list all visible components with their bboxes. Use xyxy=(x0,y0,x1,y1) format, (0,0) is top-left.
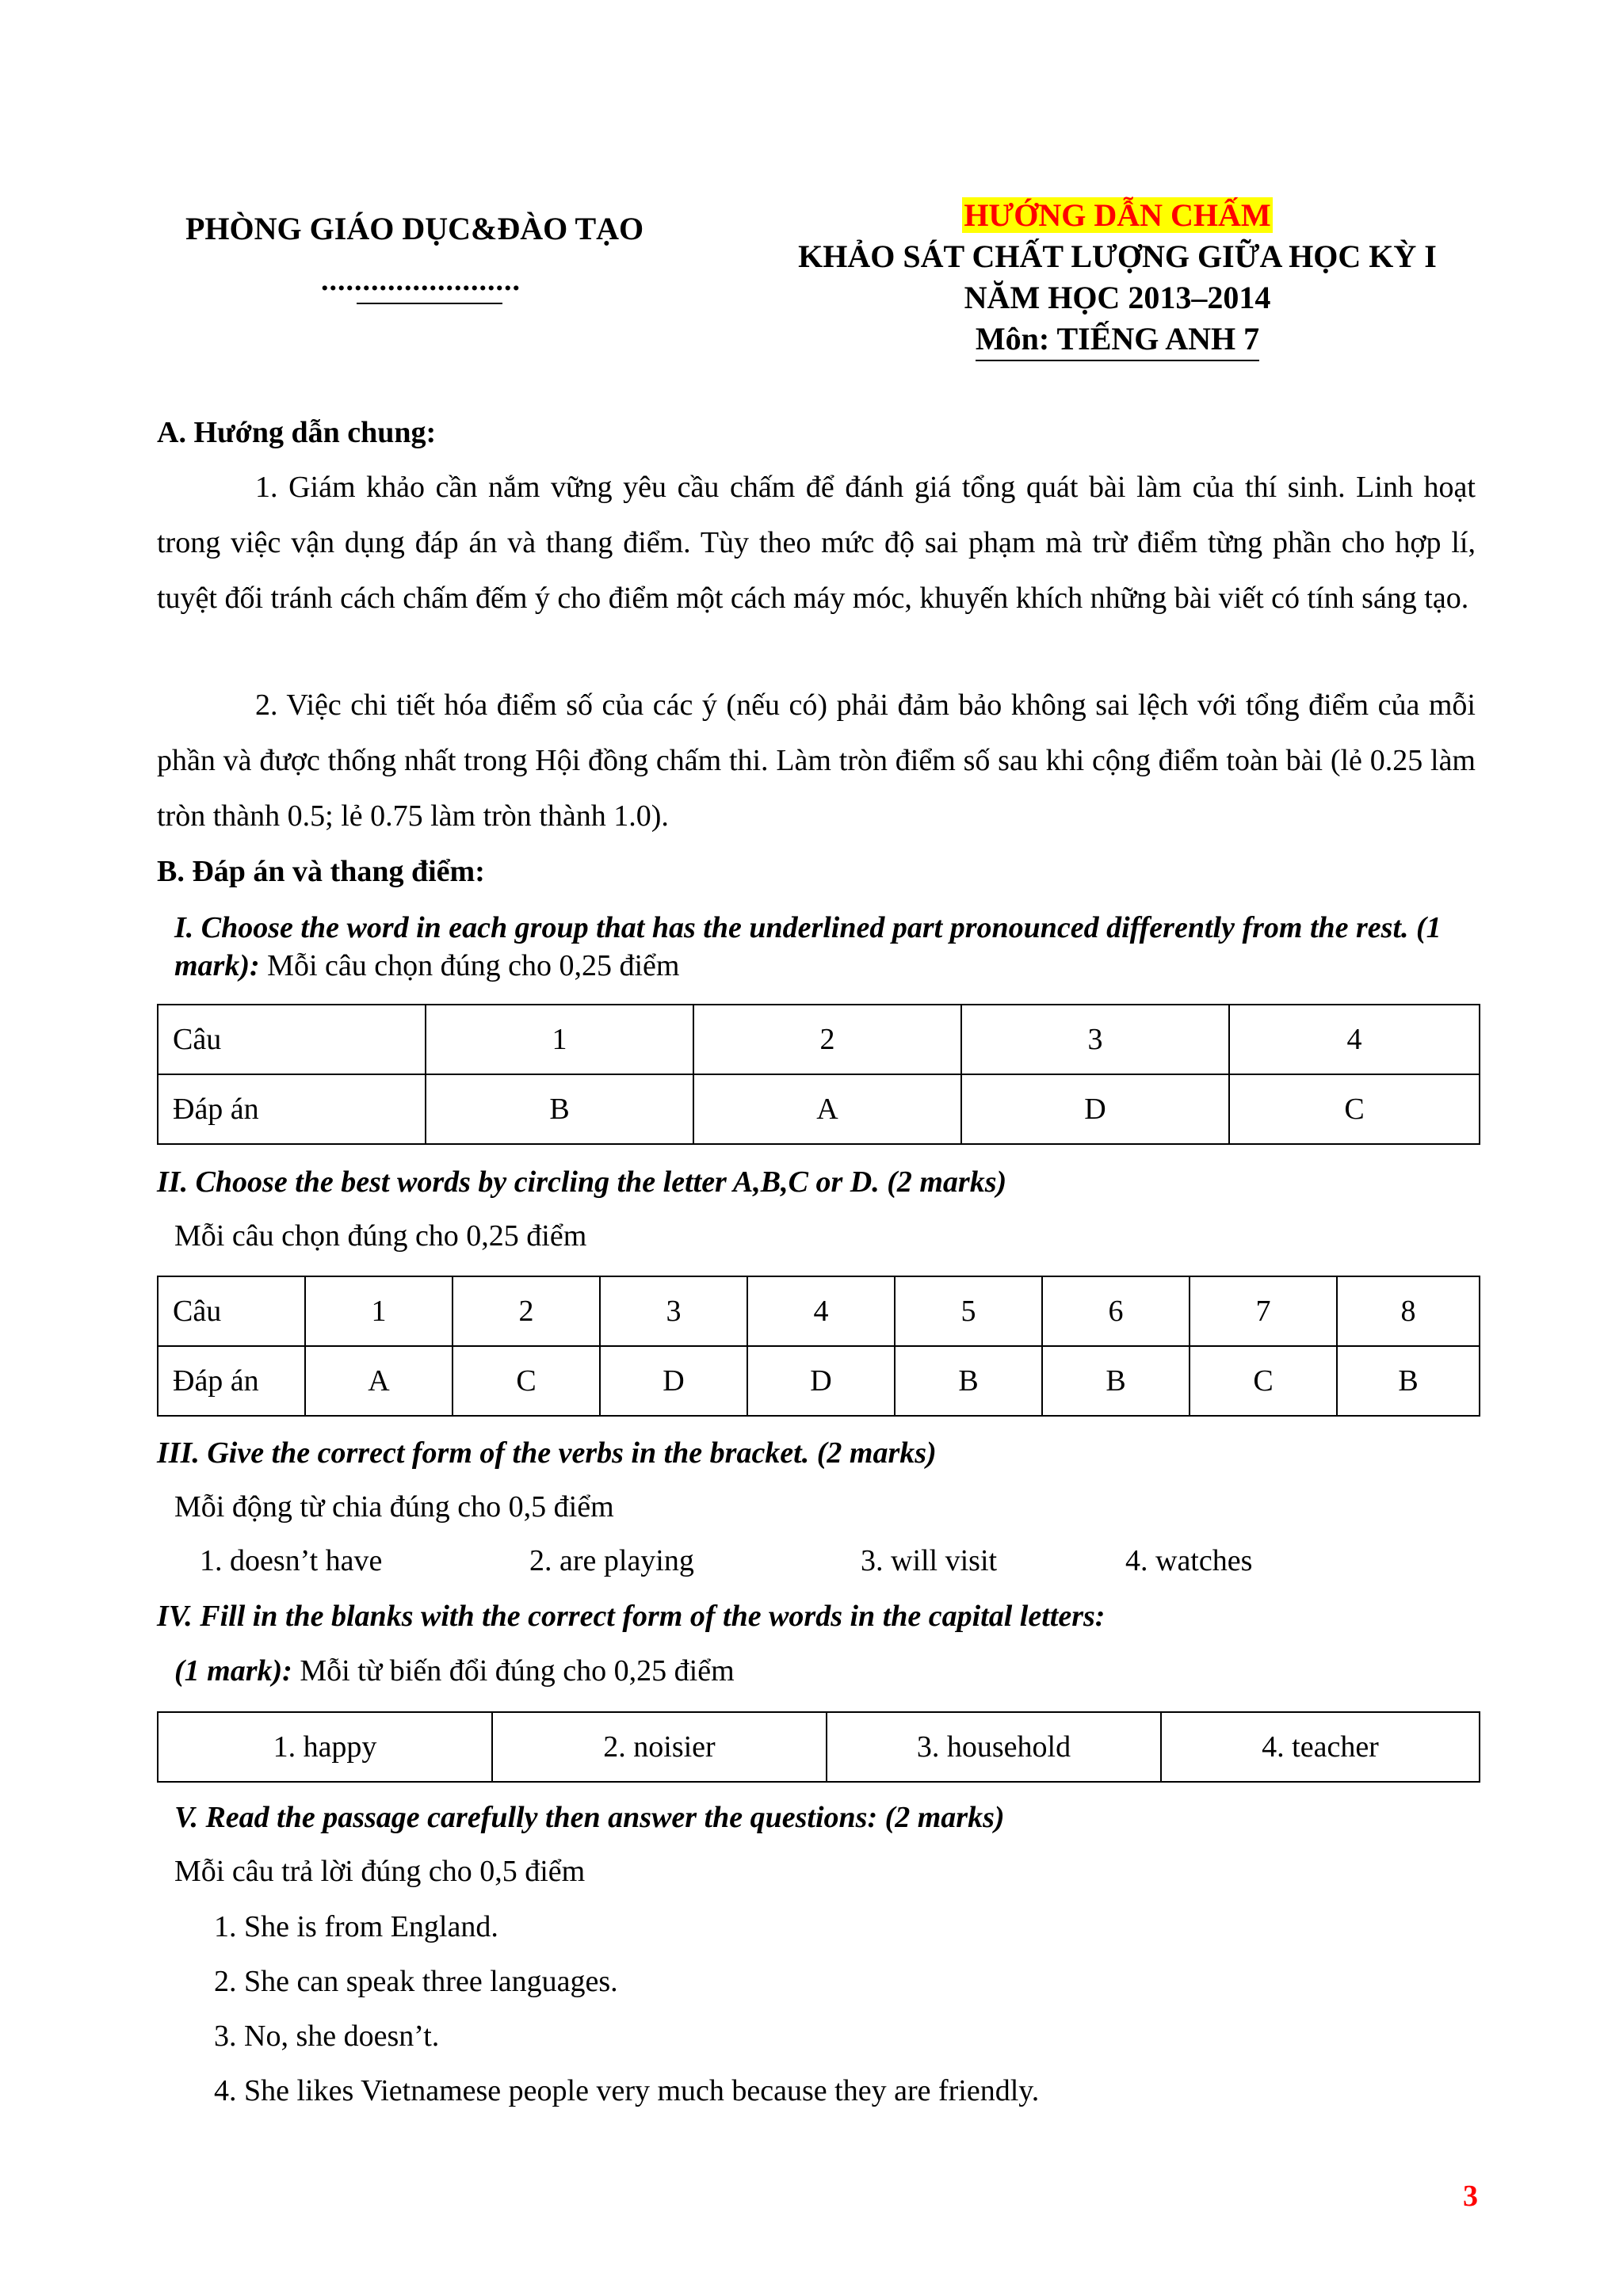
question-number: 6 xyxy=(1042,1276,1190,1346)
row-label-answer: Đáp án xyxy=(158,1074,426,1144)
question-2-title: II. Choose the best words by circling the letter A,B,C or D. (2 marks) xyxy=(157,1165,1007,1199)
answer-cell: A xyxy=(305,1346,453,1416)
question-2-table xyxy=(157,1276,1480,1417)
section-a-title: A. Hướng dẫn chung: xyxy=(157,416,437,449)
question-number: 3 xyxy=(600,1276,747,1346)
row-label-question: Câu xyxy=(158,1276,305,1346)
section-b-title: B. Đáp án và thang điểm: xyxy=(157,855,485,888)
answer-cell: 4. teacher xyxy=(1161,1712,1480,1782)
school-year: NĂM HỌC 2013–2014 xyxy=(964,280,1271,315)
question-number: 8 xyxy=(1337,1276,1480,1346)
question-3-answer: 2. are playing xyxy=(529,1544,694,1577)
question-5-answer: 3. No, she doesn’t. xyxy=(214,2019,440,2053)
question-number: 3 xyxy=(961,1005,1229,1074)
question-5-answer: 1. She is from England. xyxy=(214,1910,498,1943)
table-row xyxy=(158,1276,1480,1346)
question-4-heading xyxy=(174,1653,735,1688)
question-number: 2 xyxy=(693,1005,961,1074)
question-1-heading xyxy=(174,909,1482,985)
answer-cell: C xyxy=(1190,1346,1337,1416)
answer-cell: B xyxy=(1337,1346,1480,1416)
table-row xyxy=(158,1074,1480,1144)
question-5-answer: 4. She likes Vietnamese people very much because they are friendly. xyxy=(214,2074,1040,2107)
page-number: 3 xyxy=(1463,2180,1478,2213)
answer-cell: B xyxy=(1042,1346,1190,1416)
table-row xyxy=(158,1005,1480,1074)
question-5-title: V. Read the passage carefully then answer the questions: (2 marks) xyxy=(174,1801,1005,1834)
answer-cell: D xyxy=(600,1346,747,1416)
answer-cell: D xyxy=(961,1074,1229,1144)
question-number: 4 xyxy=(1229,1005,1480,1074)
question-1-table xyxy=(157,1004,1480,1145)
question-5-answer: 2. She can speak three languages. xyxy=(214,1965,618,1998)
survey-title: KHẢO SÁT CHẤT LƯỢNG GIỮA HỌC KỲ I xyxy=(798,238,1437,274)
question-1-title: I. Choose the word in each group that has the underlined part pronounced differently from the rest. (1 mark): xyxy=(174,911,1442,982)
question-4-mark: (1 mark): xyxy=(174,1654,292,1688)
section-a-paragraph-2: 2. Việc chi tiết hóa điểm số của các ý (nếu có) phải đảm bảo không sai lệch với tổng điểm của mỗi phần và được thống nhất trong Hội đồng chấm thi. Làm tròn điểm số sau khi cộng điểm toàn bài (lẻ 0.25 làm tròn thành 0.5; lẻ 0.75 làm tròn thành 1.0). xyxy=(157,688,1476,833)
question-number: 1 xyxy=(305,1276,453,1346)
answer-cell: A xyxy=(693,1074,961,1144)
document-header xyxy=(761,195,1474,360)
question-number: 4 xyxy=(747,1276,895,1346)
question-4-note: Mỗi từ biến đổi đúng cho 0,25 điểm xyxy=(292,1654,735,1688)
answer-cell: B xyxy=(426,1074,693,1144)
question-number: 5 xyxy=(895,1276,1042,1346)
section-a-paragraph-1: 1. Giám khảo cần nắm vững yêu cầu chấm để đánh giá tổng quát bài làm của thí sinh. Linh hoạt trong việc vận dụng đáp án và thang điểm. Tùy theo mức độ sai phạm mà trừ điểm từng phần cho hợp lí, tuyệt đối tránh cách chấm đếm ý cho điểm một cách máy móc, khuyến khích những bài viết có tính sáng tạo. xyxy=(157,471,1476,615)
department-underline xyxy=(357,303,502,304)
question-number: 2 xyxy=(453,1276,600,1346)
question-1-note: Mỗi câu chọn đúng cho 0,25 điểm xyxy=(259,949,680,982)
answer-cell: B xyxy=(895,1346,1042,1416)
question-3-note: Mỗi động từ chia đúng cho 0,5 điểm xyxy=(174,1490,614,1524)
department-title: PHÒNG GIÁO DỤC&ĐÀO TẠO xyxy=(185,211,644,246)
row-label-question: Câu xyxy=(158,1005,426,1074)
question-4-title: IV. Fill in the blanks with the correct form of the words in the capital letters: xyxy=(157,1600,1106,1633)
answer-cell: 1. happy xyxy=(158,1712,492,1782)
answer-cell: D xyxy=(747,1346,895,1416)
answer-cell: C xyxy=(453,1346,600,1416)
question-number: 1 xyxy=(426,1005,693,1074)
answer-cell: 2. noisier xyxy=(492,1712,827,1782)
answer-cell: C xyxy=(1229,1074,1480,1144)
subject: Môn: TIẾNG ANH 7 xyxy=(976,321,1259,361)
question-5-note: Mỗi câu trả lời đúng cho 0,5 điểm xyxy=(174,1855,586,1888)
question-3-answer: 4. watches xyxy=(1125,1544,1253,1577)
department-dots: ........................ xyxy=(321,264,521,297)
row-label-answer: Đáp án xyxy=(158,1346,305,1416)
answer-cell: 3. household xyxy=(827,1712,1161,1782)
table-row xyxy=(158,1712,1480,1782)
question-3-answer: 1. doesn’t have xyxy=(200,1544,383,1577)
question-3-title: III. Give the correct form of the verbs in the bracket. (2 marks) xyxy=(157,1436,937,1470)
table-row xyxy=(158,1346,1480,1416)
question-2-note: Mỗi câu chọn đúng cho 0,25 điểm xyxy=(174,1219,587,1253)
question-number: 7 xyxy=(1190,1276,1337,1346)
grading-guide-title: HƯỚNG DẪN CHẤM xyxy=(964,197,1271,233)
question-4-table xyxy=(157,1711,1480,1783)
question-3-answer: 3. will visit xyxy=(861,1544,998,1577)
